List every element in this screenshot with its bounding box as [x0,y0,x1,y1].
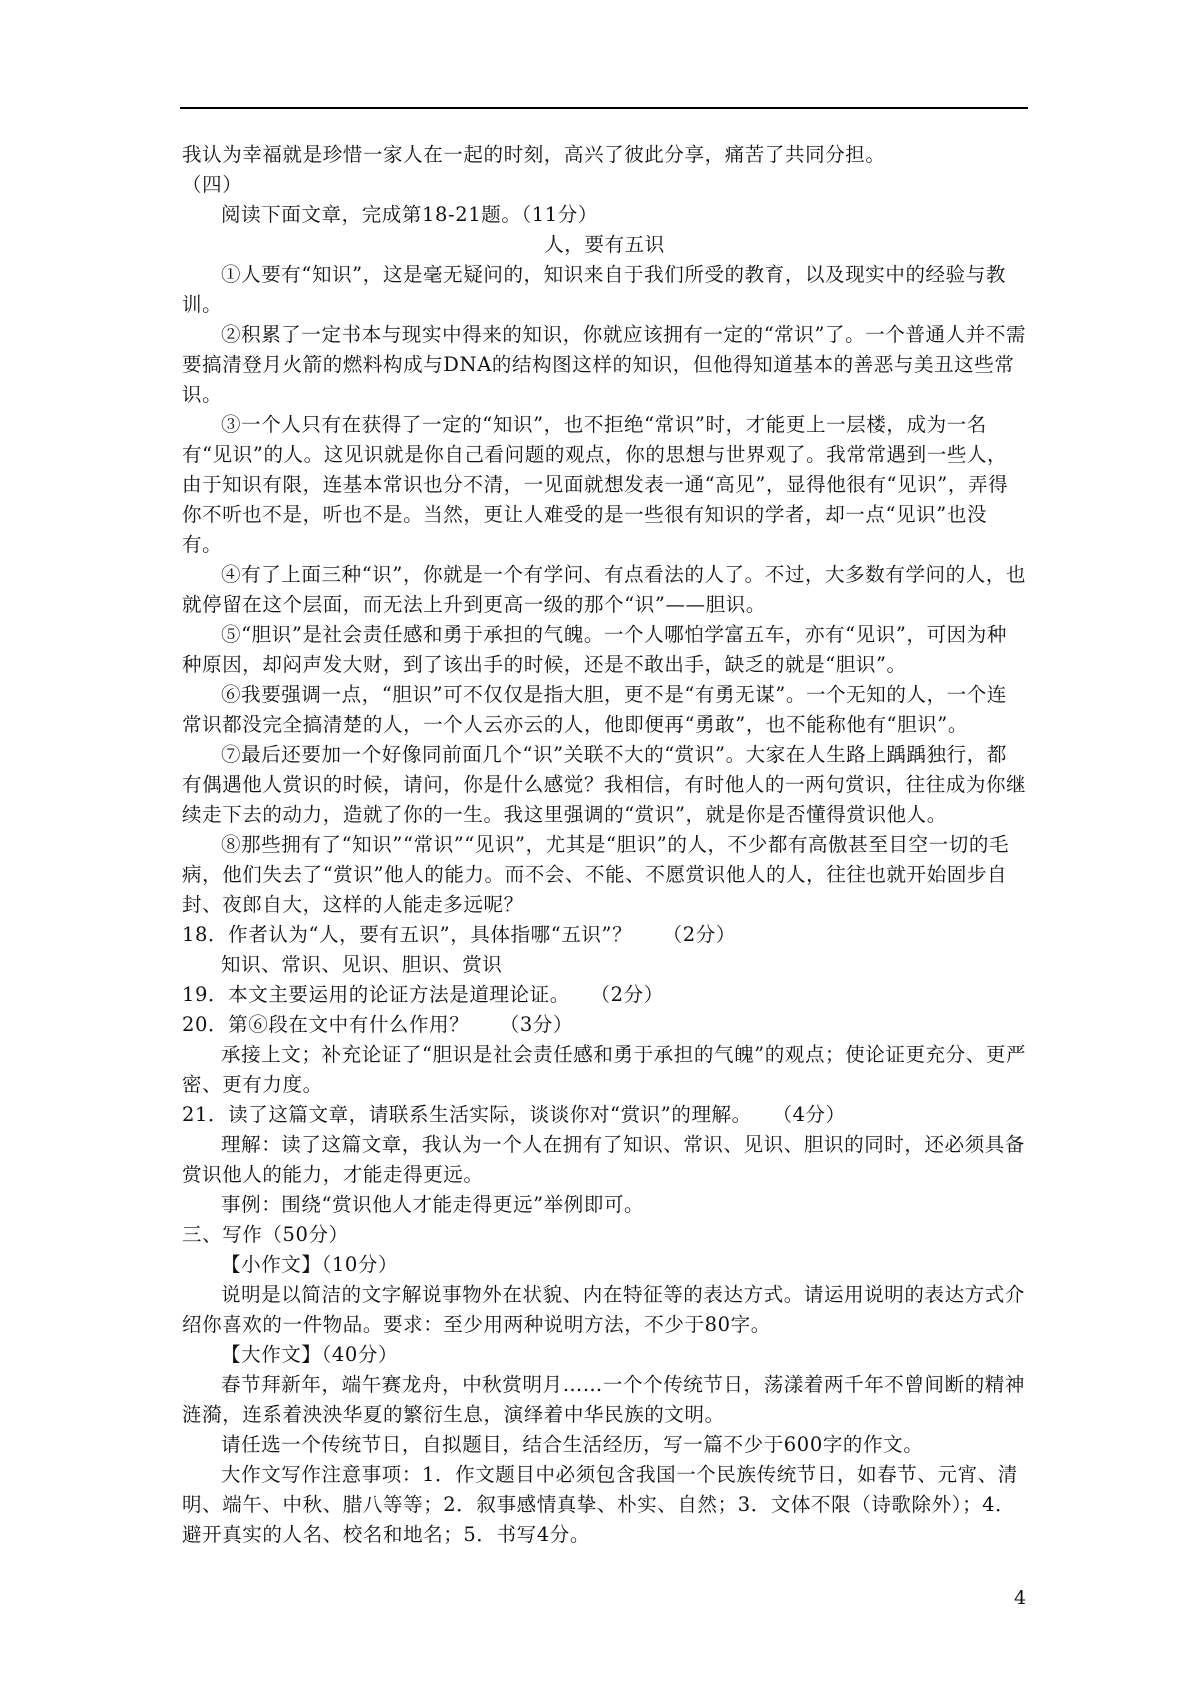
text-paragraph: 18．作者认为“人，要有五识”，具体指哪“五识”？ （2分） [182,923,736,946]
text-paragraph: 20．第⑥段在文中有什么作用？ （3分） [182,1013,574,1036]
text-paragraph: ⑦最后还要加一个好像同前面几个“识”关联不大的“赏识”。大家在人生路上踽踽独行，都有偶遇他人赏识的时候，请问，你是什么感觉？我相信，有时他人的一两句赏识，往往成为你继续走下去的动力，造就了你的一生。我这里强调的“赏识”，就是你是否懂得赏识他人。 [182,743,1027,826]
text-paragraph: ⑧那些拥有了“知识”“常识”“见识”，尤其是“胆识”的人，不少都有高傲甚至目空一切的毛病，他们失去了“赏识”他人的能力。而不会、不能、不愿赏识他人的人，往往也就开始固步自封、夜郎自大，这样的人能走多远呢？ [182,833,1010,916]
text-paragraph: ⑥我要强调一点，“胆识”可不仅仅是指大胆，更不是“有勇无谋”。一个无知的人，一个连常识都没完全搞清楚的人，一个人云亦云的人，他即便再“勇敢”，也不能称他有“胆识”。 [182,683,1007,736]
text-paragraph: ④有了上面三种“识”，你就是一个有学问、有点看法的人了。不过，大多数有学问的人，也就停留在这个层面，而无法上升到更高一级的那个“识”——胆识。 [182,563,1027,616]
text-paragraph: 我认为幸福就是珍惜一家人在一起的时刻，高兴了彼此分享，痛苦了共同分担。 [182,143,886,166]
text-paragraph: ⑤“胆识”是社会责任感和勇于承担的气魄。一个人哪怕学富五车，亦有“见识”，可因为种种原因，却闷声发大财，到了该出手的时候，还是不敢出手，缺乏的就是“胆识”。 [182,623,1007,676]
text-paragraph: 知识、常识、见识、胆识、赏识 [221,953,503,976]
text-paragraph: ②积累了一定书本与现实中得来的知识，你就应该拥有一定的“常识”了。一个普通人并不需要搞清登月火箭的燃料构成与DNA的结构图这样的知识，但他得知道基本的善恶与美丑这些常识。 [182,323,1027,406]
document-body [182,140,1027,1550]
text-paragraph: 请任选一个传统节日，自拟题目，结合生活经历，写一篇不少于600字的作文。 [221,1433,924,1456]
text-paragraph: ①人要有“知识”，这是毫无疑问的，知识来自于我们所受的教育，以及现实中的经验与教训。 [182,263,1006,316]
text-paragraph: 【小作文】（10分） [221,1253,399,1276]
text-paragraph: 三、写作（50分） [182,1223,349,1246]
text-paragraph: 事例：围绕“赏识他人才能走得更远”举例即可。 [221,1193,645,1216]
text-paragraph: 理解：读了这篇文章，我认为一个人在拥有了知识、常识、见识、胆识的同时，还必须具备赏识他人的能力，才能走得更远。 [182,1133,1026,1186]
text-paragraph: 阅读下面文章，完成第18-21题。（11分） [221,203,598,226]
text-paragraph: ③一个人只有在获得了一定的“知识”，也不拒绝“常识”时，才能更上一层楼，成为一名有“见识”的人。这见识就是你自己看问题的观点，你的思想与世界观了。我常常遇到一些人，由于知识有限，连基本常识也分不清，一见面就想发表一通“高见”，显得他很有“见识”，弄得你不听也不是，听也不是。当然，更让人难受的是一些很有知识的学者，却一点“见识”也没有。 [182,413,1009,556]
text-paragraph: 说明是以简洁的文字解说事物外在状貌、内在特征等的表达方式。请运用说明的表达方式介绍你喜欢的一件物品。要求：至少用两种说明方法，不少于80字。 [182,1283,1026,1336]
text-paragraph: 【大作文】（40分） [221,1343,399,1366]
text-paragraph: 21．读了这篇文章，请联系生活实际，谈谈你对“赏识”的理解。 （4分） [182,1103,846,1126]
text-paragraph: （四） [182,173,243,196]
header-rule [180,107,1028,109]
text-paragraph: 承接上文；补充论证了“胆识是社会责任感和勇于承担的气魄”的观点；使论证更充分、更严密、更有力度。 [182,1043,1027,1096]
article-title: 人，要有五识 [544,233,665,256]
text-paragraph: 大作文写作注意事项：1．作文题目中必须包含我国一个民族传统节日，如春节、元宵、清明、端午、中秋、腊八等等；2．叙事感情真挚、朴实、自然；3．文体不限（诗歌除外）；4．避开真实的人名、校名和地名；5．书写4分。 [182,1463,1018,1546]
page-number: 4 [1014,1587,1027,1609]
text-paragraph: 19．本文主要运用的论证方法是道理论证。 （2分） [182,983,664,1006]
text-paragraph: 春节拜新年，端午赛龙舟，中秋赏明月……一个个传统节日，荡漾着两千年不曾间断的精神涟漪，连系着泱泱华夏的繁衍生息，演绎着中华民族的文明。 [182,1373,1026,1426]
